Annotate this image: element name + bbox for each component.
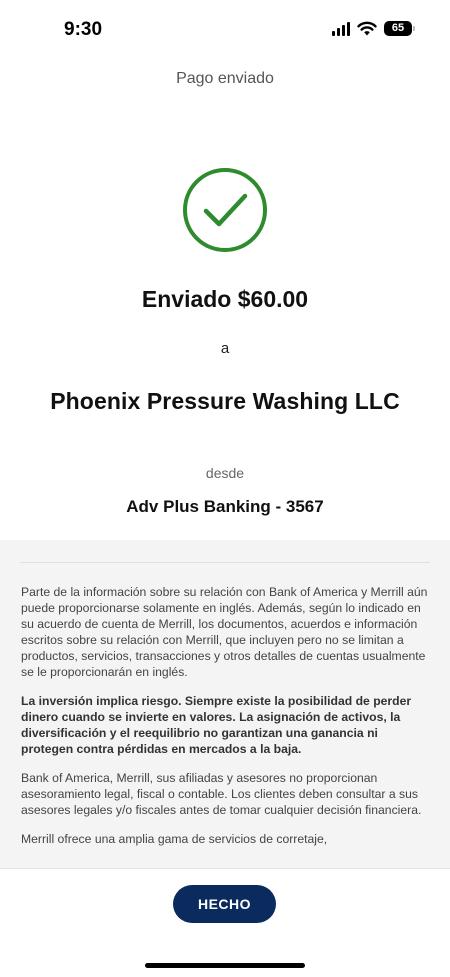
sent-amount: Enviado $60.00	[141, 286, 309, 312]
battery-icon	[384, 21, 412, 36]
disclosure-paragraph: Parte de la información sobre su relación con Bank of America y Merrill aún puede proporcionarse solamente en inglés. Además, según lo indicado en su acuerdo de cuenta de Merrill, los documentos, acuerdos e información escritos sobre su relación con Merrill, que incluyen pero no se limitan a productos, servicios, transacciones y otros detalles de cuentas usualmente se le proporcionarán en inglés.	[21, 585, 428, 679]
done-button[interactable]: HECHO	[173, 885, 276, 923]
disclosure-text	[21, 584, 431, 860]
page-title: Pago enviado	[176, 70, 274, 87]
signal-icon	[332, 22, 350, 36]
check-circle-icon	[182, 167, 268, 253]
disclosure-paragraph: Bank of America, Merrill, sus afiliadas y asesores no proporcionan asesoramiento legal, fiscal o contable. Los clientes deben consultar a sus asesores legales y/o fiscales antes de tomar cualquier decisión financiera.	[21, 771, 422, 817]
to-label: a	[220, 340, 230, 357]
status-time: 9:30	[64, 19, 103, 40]
status-bar	[0, 0, 450, 60]
battery-level: 65	[391, 22, 405, 34]
footer	[0, 868, 450, 977]
disclosure-paragraph: Merrill ofrece una amplia gama de servicios de corretaje,	[21, 832, 328, 846]
disclosures-panel[interactable]	[0, 540, 450, 868]
risk-disclosure: La inversión implica riesgo. Siempre existe la posibilidad de perder dinero cuando se invierte en valores. La asignación de activos, la diversificación y el reequilibrio no garantizan una ganancia ni protegen contra pérdidas en mercados a la baja.	[21, 694, 412, 756]
from-label: desde	[205, 465, 245, 481]
wifi-icon	[357, 21, 377, 36]
source-account: Adv Plus Banking - 3567	[126, 497, 324, 516]
status-icons	[332, 21, 412, 36]
home-indicator[interactable]	[145, 963, 305, 968]
recipient-name: Phoenix Pressure Washing LLC	[50, 388, 400, 414]
divider	[20, 562, 430, 563]
